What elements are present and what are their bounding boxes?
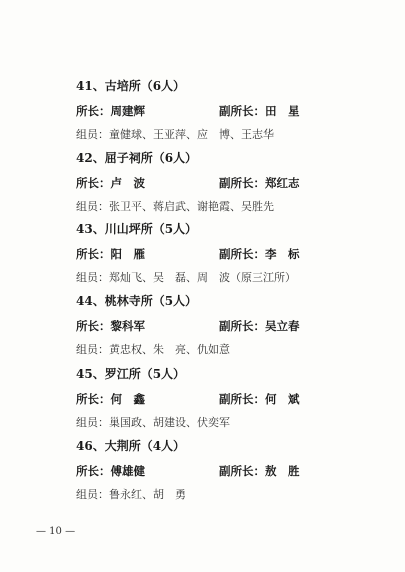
deputy-label: 副所长：李 标 (219, 247, 300, 261)
members-line: 组员：郑灿飞、吴 磊、周 波（原三江所） (76, 271, 296, 284)
leaders-row (76, 463, 376, 479)
station-45-section (76, 366, 376, 431)
deputy-label: 副所长：郑红志 (219, 176, 300, 190)
leaders-row (76, 391, 376, 407)
section-title: 46、大荆所（4人） (76, 439, 186, 453)
section-title: 45、罗江所（5人） (76, 367, 186, 381)
leaders-row (76, 103, 376, 119)
head-label: 所长：卢 波 (76, 176, 145, 190)
leaders-row (76, 175, 376, 191)
section-title: 41、古培所（6人） (76, 79, 186, 93)
head-label: 所长：阳 雁 (76, 247, 145, 261)
station-44-section (76, 293, 376, 358)
station-46-section (76, 438, 376, 503)
head-label: 所长：黎科军 (76, 319, 145, 333)
deputy-label: 副所长：何 斌 (219, 392, 300, 406)
section-title: 44、桃林寺所（5人） (76, 294, 198, 308)
head-label: 所长：周建辉 (76, 104, 145, 118)
members-line: 组员：黄忠权、朱 亮、仇如意 (76, 343, 230, 356)
leaders-row (76, 318, 376, 334)
members-line: 组员：童健球、王亚萍、应 博、王志华 (76, 128, 274, 141)
section-title: 42、屈子祠所（6人） (76, 151, 198, 165)
members-line: 组员：巢国政、胡建设、伏奕军 (76, 416, 230, 429)
head-label: 所长：何 鑫 (76, 392, 145, 406)
page-number: — 10 — (36, 526, 76, 537)
deputy-label: 副所长：敖 胜 (219, 464, 300, 478)
leaders-row (76, 246, 376, 262)
members-line: 组员：鲁永红、胡 勇 (76, 488, 186, 501)
members-line: 组员：张卫平、蒋启武、谢艳霞、吴胜先 (76, 200, 274, 213)
station-42-section (76, 150, 376, 215)
station-43-section (76, 221, 376, 286)
section-title: 43、川山坪所（5人） (76, 222, 198, 236)
station-41-section (76, 78, 376, 143)
deputy-label: 副所长：田 星 (219, 104, 300, 118)
deputy-label: 副所长：吴立春 (219, 319, 300, 333)
head-label: 所长：傅雄健 (76, 464, 145, 478)
